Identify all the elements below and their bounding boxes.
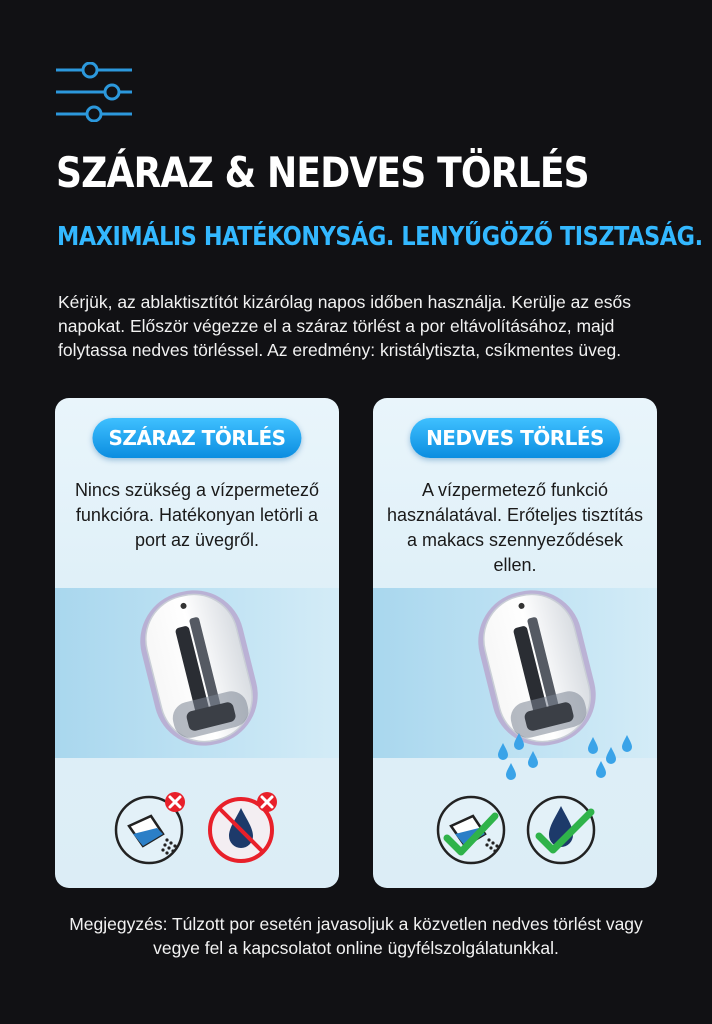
dry-wipe-card (55, 398, 339, 888)
dry-wipe-label: SZÁRAZ TÖRLÉS (92, 418, 301, 458)
spray-tank-icon (113, 790, 189, 866)
page-title: SZÁRAZ & NEDVES TÖRLÉS (56, 148, 589, 197)
spray-tank-icon (435, 790, 511, 866)
dry-wipe-description: Nincs szükség a vízpermetező funkcióra. Hatékonyan letörli a port az üvegről. (74, 480, 320, 550)
settings-sliders-icon (56, 62, 132, 122)
water-drop-icon (205, 790, 281, 866)
water-spray-drops-icon (493, 723, 643, 783)
water-drop-icon (525, 790, 601, 866)
window-robot-image (139, 588, 259, 748)
intro-paragraph: Kérjük, az ablaktisztítót kizárólag napos időben használja. Kerülje az esős napokat. Először végezze el a száraz törlést a por eltávolításához, majd folytassa nedves törléssel. Az eredmény: kristálytiszta, csíkmentes üveg. (58, 292, 631, 360)
footnote: Megjegyzés: Túlzott por esetén javasoljuk a közvetlen nedves törlést vagy vegye fel a kapcsolatot online ügyfélszolgálatunkkal. (69, 914, 643, 958)
wet-wipe-label: NEDVES TÖRLÉS (410, 418, 620, 458)
wet-wipe-description: A vízpermetező funkció használatával. Erőteljes tisztítás a makacs szennyeződések ellen. (386, 480, 644, 575)
page-subtitle: MAXIMÁLIS HATÉKONYSÁG. LENYŰGÖZŐ TISZTASÁG. (57, 222, 703, 252)
wet-wipe-card (373, 398, 657, 888)
